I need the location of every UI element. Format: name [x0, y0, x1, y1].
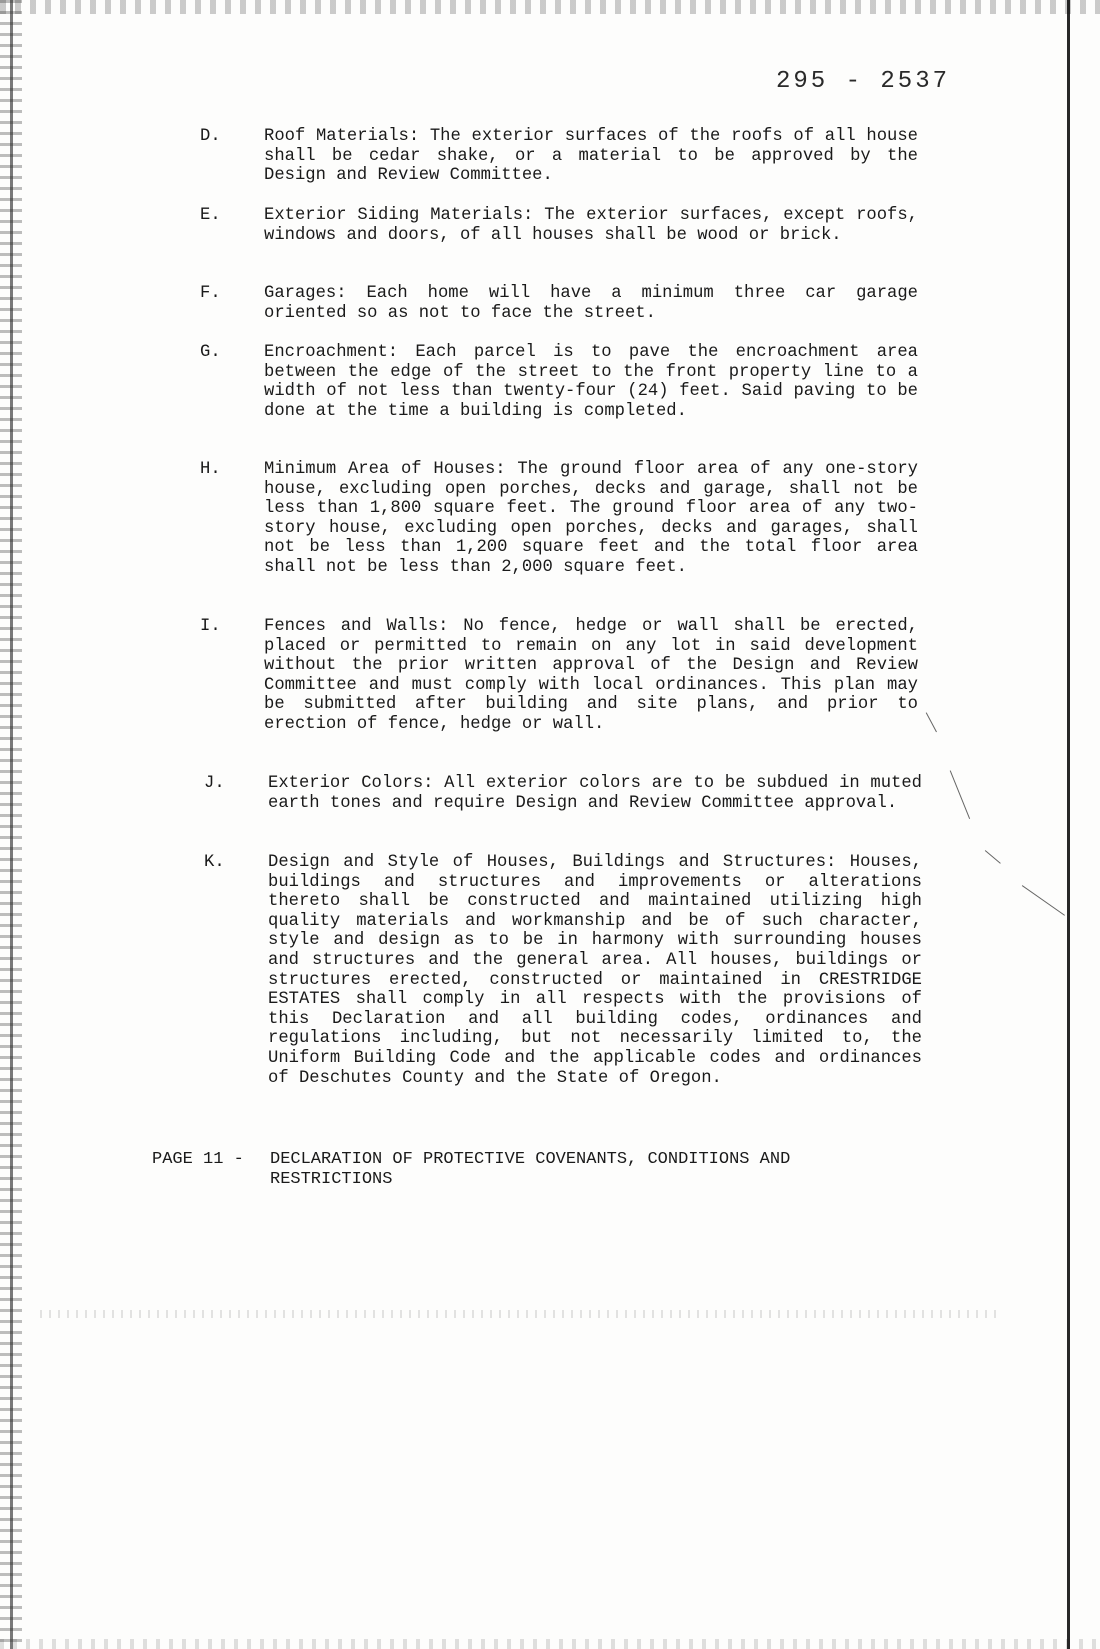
section-letter: E.: [200, 206, 221, 225]
section-letter: D.: [200, 127, 221, 146]
margin-pen-mark: [925, 712, 937, 732]
section-h-minimum-area: [200, 460, 918, 578]
section-text: Fences and Walls: No fence, hedge or wall shall be erected, placed or permitted to remain on any lot in said development without the prior written approval of the Design and Review Committee and must comply with local ordinances. This plan may be submitted after building and site plans, and prior to erection of fence, hedge or wall.: [264, 617, 918, 734]
footer-page-number: PAGE 11 -: [152, 1150, 244, 1169]
section-letter: G.: [200, 343, 221, 362]
scan-right-border: [1067, 0, 1070, 1649]
scan-bottom-edge: [0, 1639, 1100, 1649]
scan-left-border: [10, 0, 13, 1649]
section-j-exterior-colors: [204, 774, 922, 813]
section-letter: I.: [200, 617, 221, 636]
section-letter: F.: [200, 284, 221, 303]
margin-pen-mark: [985, 850, 1001, 864]
section-text: Garages: Each home will have a minimum three car garage oriented so as not to face the street.: [264, 284, 918, 323]
section-f-garages: [200, 284, 918, 323]
section-letter: K.: [204, 853, 225, 872]
section-i-fences-walls: [200, 617, 918, 735]
document-number: 295 - 2537: [775, 68, 950, 95]
section-g-encroachment: [200, 343, 918, 421]
section-text: Design and Style of Houses, Buildings and Structures: Houses, buildings and structures and improvements or alterations thereto shall be constructed and maintained utilizing high quality materials and workmanship and be of such character, style and design as to be in harmony with surrounding houses and structures and the general area. All houses, buildings or structures erected, constructed or maintained in CRESTRIDGE ESTATES shall comply in all respects with the provisions of this Declaration and all building codes, ordinances and regulations including, but not necessarily limited to, the Uniform Building Code and the applicable codes and ordinances of Deschutes County and the State of Oregon.: [268, 853, 922, 1088]
section-k-design-style: [204, 853, 922, 1088]
footer-document-title: DECLARATION OF PROTECTIVE COVENANTS, CONDITIONS AND RESTRICTIONS: [270, 1150, 791, 1189]
section-text: Encroachment: Each parcel is to pave the encroachment area between the edge of the street to the front property line to a width of not less than twenty-four (24) feet. Said paving to be done at the time a building is completed.: [264, 343, 918, 421]
margin-pen-mark: [949, 770, 970, 819]
section-e-exterior-siding: [200, 206, 918, 245]
section-letter: J.: [204, 774, 225, 793]
section-letter: H.: [200, 460, 221, 479]
page-footer: [152, 1150, 912, 1189]
scan-speckle: [40, 1310, 1000, 1318]
margin-pen-mark: [1022, 885, 1065, 916]
section-text: Exterior Colors: All exterior colors are to be subdued in muted earth tones and require Design and Review Committee approval.: [268, 774, 922, 813]
section-d-roof-materials: [200, 127, 918, 186]
section-text: Exterior Siding Materials: The exterior surfaces, except roofs, windows and doors, of all houses shall be wood or brick.: [264, 206, 918, 245]
scan-top-edge: [0, 0, 1100, 14]
section-text: Roof Materials: The exterior surfaces of the roofs of all house shall be cedar shake, or a material to be approved by the Design and Review Committee.: [264, 127, 918, 186]
section-text: Minimum Area of Houses: The ground floor area of any one-story house, excluding open porches, decks and garage, shall not be less than 1,800 square feet. The ground floor area of any two-story house, excluding open porches, decks and garages, shall not be less than 1,200 square feet and the total floor area shall not be less than 2,000 square feet.: [264, 460, 918, 577]
